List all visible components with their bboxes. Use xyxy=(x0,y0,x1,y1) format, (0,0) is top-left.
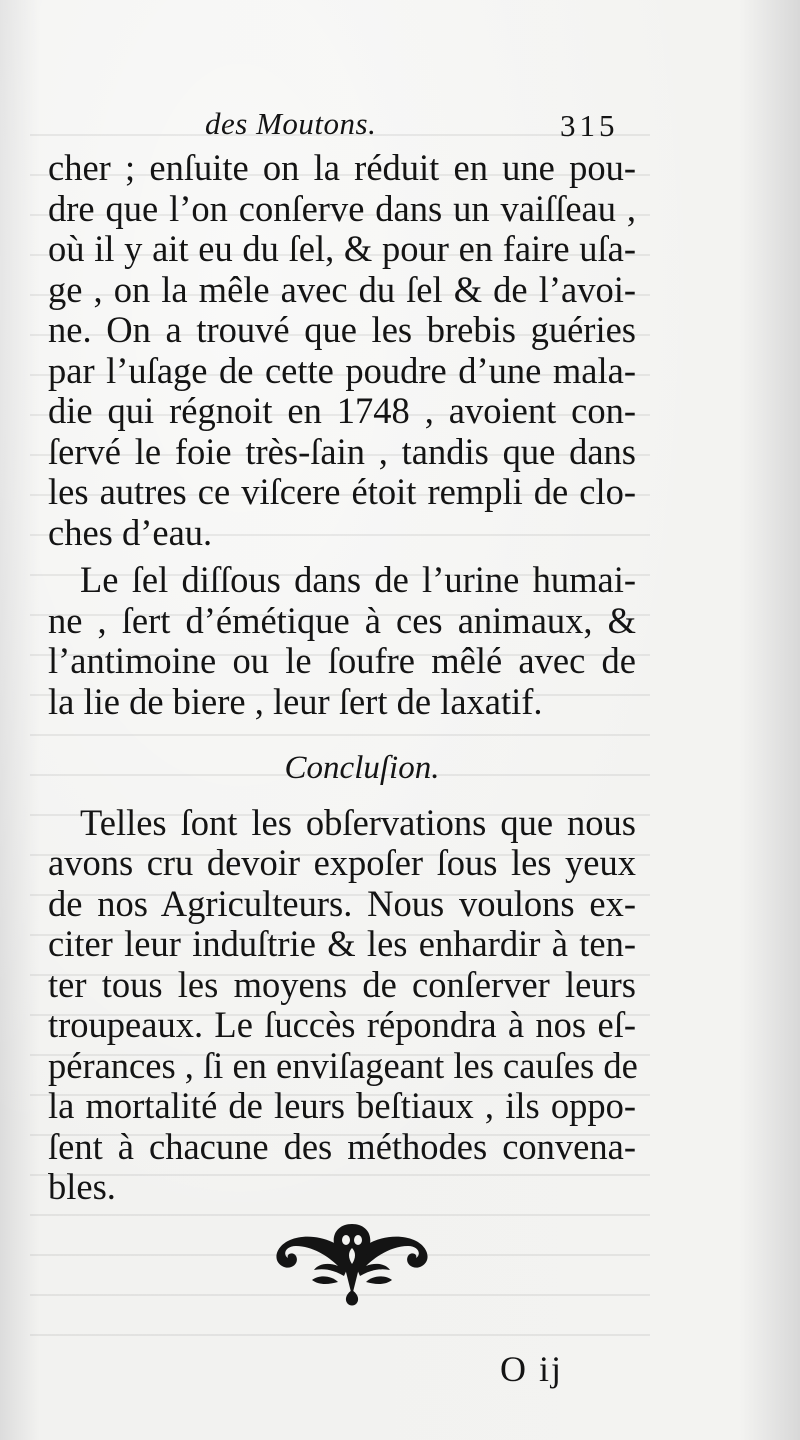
paragraph-3 xyxy=(48,803,636,1208)
fleuron-ornament-icon xyxy=(268,1218,436,1308)
text-line: dre que l’on conſerve dans un vaiſſeau , xyxy=(48,187,636,229)
text-line: ne , ſert d’émétique à ces animaux, & xyxy=(48,599,636,641)
text-line: die qui régnoit en 1748 , avoient con- xyxy=(48,390,636,431)
text-line: pérances , ſi en enviſageant les cauſes de xyxy=(48,1044,638,1086)
text-line: les autres ce viſcere étoit rempli de clo- xyxy=(48,471,636,512)
page-header xyxy=(0,100,800,150)
text-line: la mortalité de leurs beſtiaux , ils oppo- xyxy=(48,1085,636,1126)
signature-mark: O ij xyxy=(500,1349,564,1389)
ornament-shapes xyxy=(276,1224,427,1306)
text-line: troupeaux. Le ſuccès répondra à nos eſ- xyxy=(48,1004,636,1045)
paragraph-2 xyxy=(48,560,636,722)
text-line: Le ſel diſſous dans de l’urine humai- xyxy=(80,559,636,600)
text-line: ge , on la mêle avec du ſel & de l’avoi- xyxy=(48,268,636,310)
text-line: par l’uſage de cette poudre d’une mala- xyxy=(48,349,636,391)
text-line: avons cru devoir expoſer ſous les yeux xyxy=(48,842,636,883)
section-heading: Concluſion. xyxy=(284,750,440,786)
text-line: la lie de biere , leur ſert de laxatif. xyxy=(48,680,543,722)
text-line: Telles ſont les obſervations que nous xyxy=(80,801,636,843)
text-line: l’antimoine ou le ſoufre mêlé avec de xyxy=(48,640,636,681)
text-line: ne. On a trouvé que les brebis guéries xyxy=(48,309,636,350)
text-line: cher ; enſuite on la réduit en une pou- xyxy=(48,147,636,188)
text-line: bles. xyxy=(48,1166,116,1207)
paragraph-1 xyxy=(48,148,636,553)
text-line: où il y ait eu du ſel, & pour en faire uſa- xyxy=(48,228,636,269)
text-line: ſent à chacune des méthodes convena- xyxy=(48,1125,636,1167)
text-line: ter tous les moyens de conſerver leurs xyxy=(48,963,636,1005)
text-line: ſervé le foie très-ſain , tandis que dans xyxy=(48,430,636,472)
text-line: de nos Agriculteurs. Nous voulons ex- xyxy=(48,882,636,924)
page-number: 315 xyxy=(560,108,619,143)
body-text xyxy=(48,148,636,1208)
running-title: des Moutons. xyxy=(205,106,377,141)
text-line: citer leur induſtrie & les enhardir à ten- xyxy=(48,923,636,964)
text-line: ches d’eau. xyxy=(48,511,213,553)
